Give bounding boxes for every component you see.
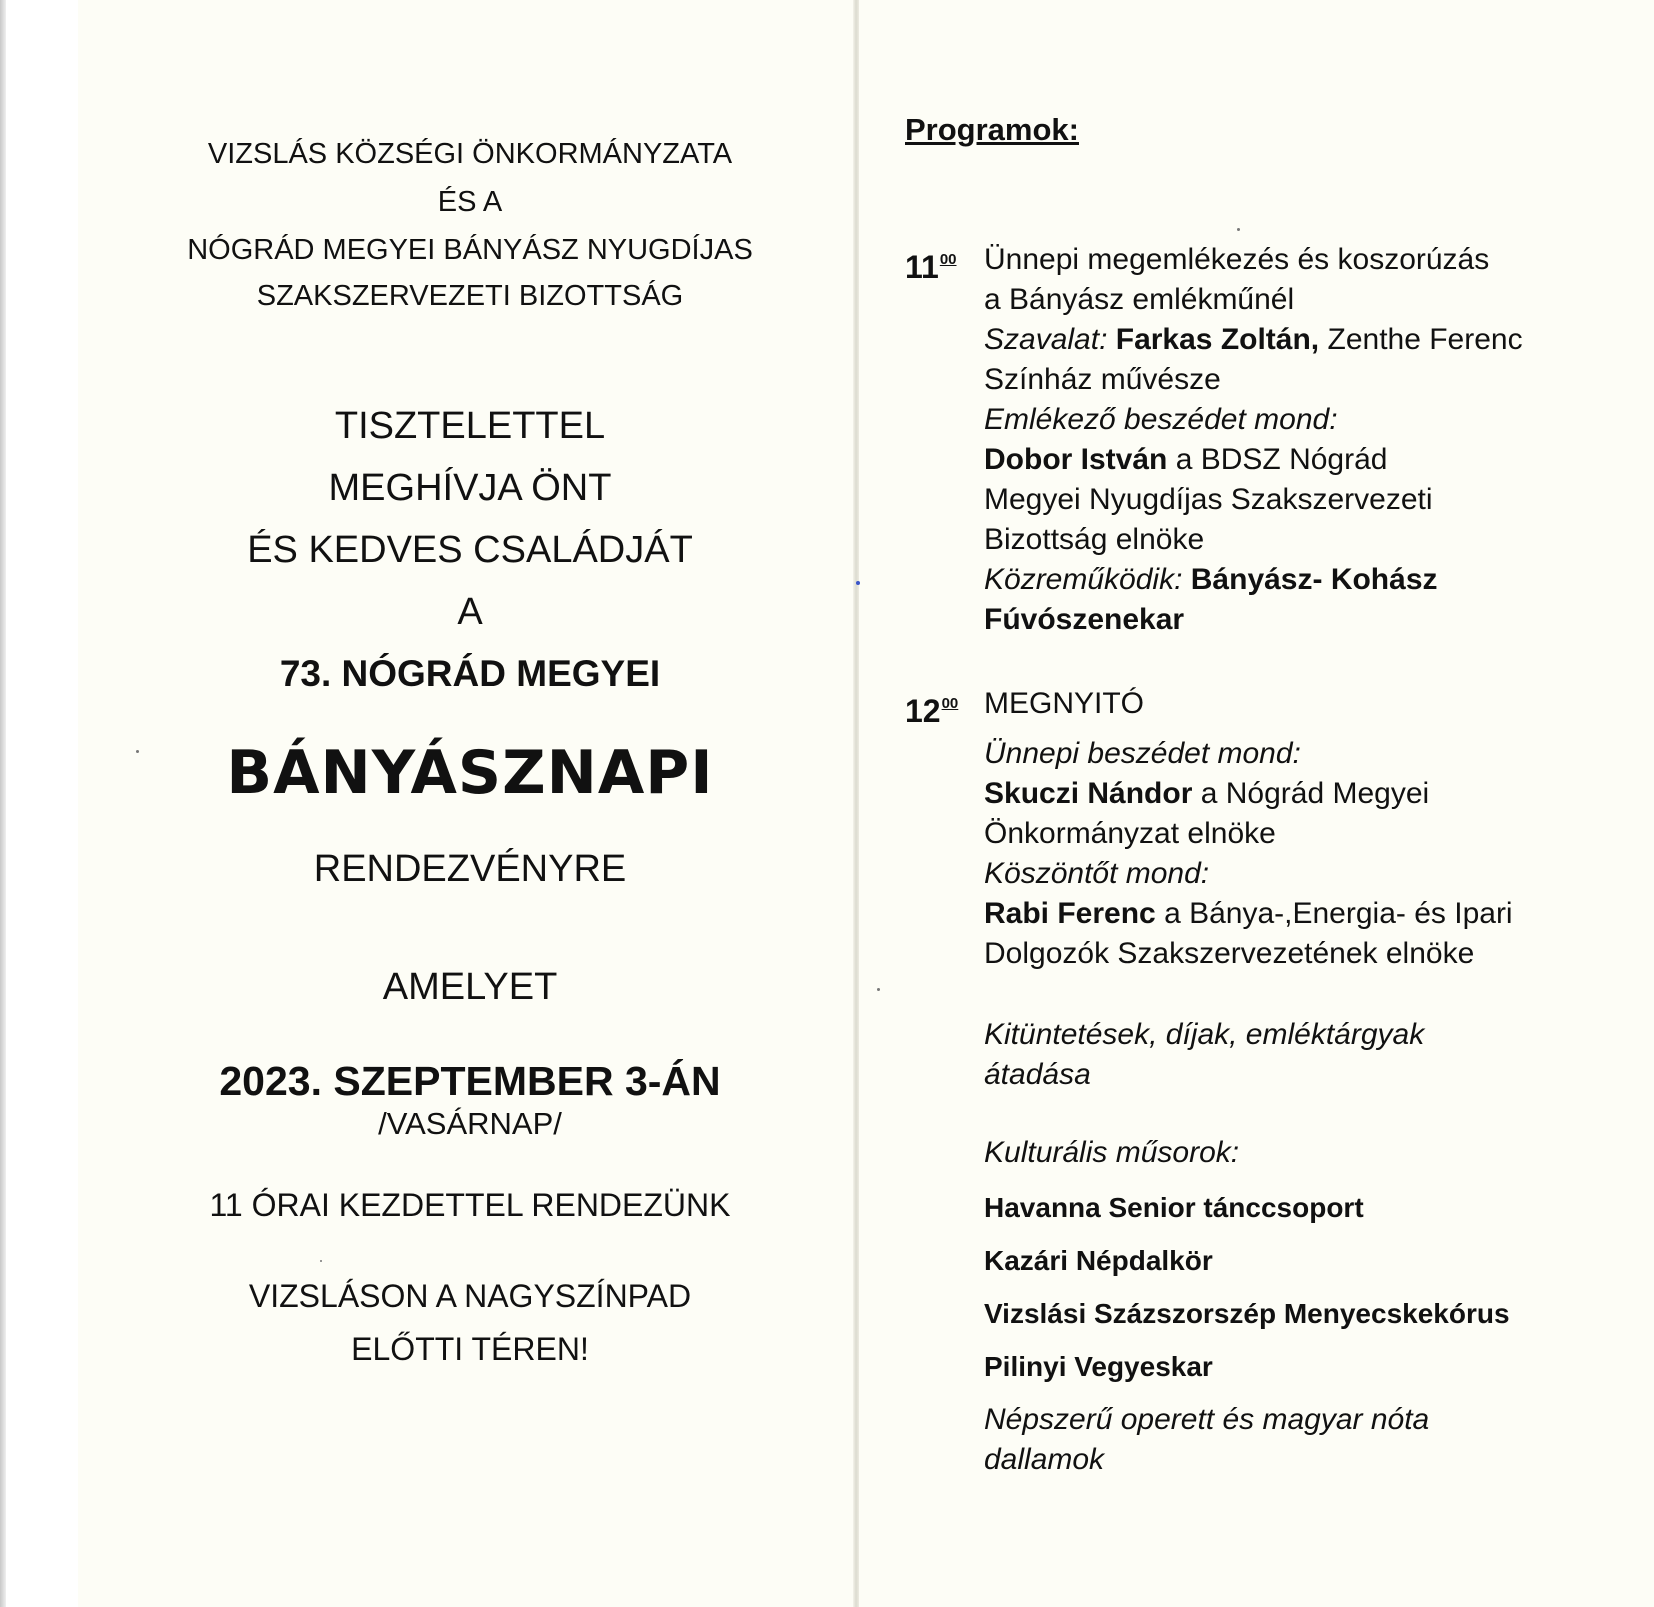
org-line: SZAKSZERVEZETI BIZOTTSÁG (256, 280, 684, 312)
program-title: MEGNYITÓ (984, 687, 1145, 720)
ink-speck (856, 581, 860, 585)
recital-line: Szavalat: Farkas Zoltán, Zenthe Ferenc (984, 323, 1523, 356)
group-item: Pilinyi Vegyeskar (984, 1351, 1213, 1382)
event-edition: 73. NÓGRÁD MEGYEI (279, 653, 661, 694)
closing-line: Népszerű operett és magyar nóta (984, 1403, 1430, 1436)
recital-line: Színház művésze (984, 363, 1221, 396)
event-date: 2023. SZEPTEMBER 3-ÁN (219, 1058, 721, 1104)
greeter-line: Dolgozók Szakszervezetének elnöke (984, 937, 1475, 970)
program-title: Ünnepi megemlékezés és koszorúzás (984, 243, 1490, 276)
group-item: Havanna Senior tánccsoport (984, 1192, 1364, 1223)
group-item: Kazári Népdalkör (984, 1245, 1213, 1276)
speaker-line: Megyei Nyugdíjas Szakszervezeti (984, 483, 1433, 516)
speaker-line: Bizottság elnöke (984, 523, 1205, 556)
start-time-line: 11 ÓRAI KEZDETTEL RENDEZÜNK (209, 1187, 731, 1223)
speaker-line: Dobor István a BDSZ Nógrád (984, 443, 1388, 476)
group-item: Vizslási Százszorszép Menyecskekórus (984, 1298, 1510, 1329)
speaker-line: Önkormányzat elnöke (984, 817, 1276, 850)
invitation-line: ÉS KEDVES CSALÁDJÁT (247, 529, 693, 571)
org-line: NÓGRÁD MEGYEI BÁNYÁSZ NYUGDÍJAS (187, 234, 753, 266)
invitation-line: TISZTELETTEL (334, 405, 606, 447)
closing-line: dallamok (984, 1443, 1105, 1476)
culture-label: Kulturális műsorok: (984, 1136, 1240, 1169)
org-line: VIZSLÁS KÖZSÉGI ÖNKORMÁNYZATA (207, 138, 733, 170)
greeter-line: Rabi Ferenc a Bánya-,Energia- és Ipari (984, 897, 1513, 930)
coop-line: Fúvószenekar (984, 603, 1185, 636)
awards-line: átadása (984, 1058, 1091, 1091)
venue-line: ELŐTTI TÉREN! (351, 1331, 589, 1367)
greeting-label: Köszöntőt mond: (984, 857, 1210, 890)
invitation-line: MEGHÍVJA ÖNT (328, 467, 612, 509)
program-title: a Bányász emlékműnél (984, 283, 1295, 316)
coop-line: Közreműködik: Bányász- Kohász (984, 563, 1438, 596)
event-weekday: /VASÁRNAP/ (378, 1106, 562, 1141)
fold-line (853, 0, 859, 1607)
speech-label: Ünnepi beszédet mond: (984, 737, 1301, 770)
org-line: ÉS A (437, 186, 503, 218)
time-11: $11^{00}$ (905, 249, 957, 285)
ink-speck (877, 988, 880, 991)
program-heading: Programok: (905, 112, 1079, 147)
speech-label: Emlékező beszédet mond: (984, 403, 1338, 436)
venue-line: VIZSLÁSON A NAGYSZÍNPAD (248, 1278, 692, 1314)
invitation-line: A (457, 591, 483, 633)
which-line: AMELYET (382, 966, 558, 1008)
invitation-panel (120, 0, 820, 1607)
scan-edge (0, 0, 6, 1607)
program-panel (905, 0, 1625, 1607)
time-12: $12^{00}$ (905, 693, 959, 729)
event-title: BÁNYÁSZNAPI (226, 738, 714, 808)
speaker-line: Skuczi Nándor a Nógrád Megyei (984, 777, 1430, 810)
event-suffix: RENDEZVÉNYRE (313, 848, 627, 890)
awards-line: Kitüntetések, díjak, emléktárgyak (984, 1018, 1425, 1051)
